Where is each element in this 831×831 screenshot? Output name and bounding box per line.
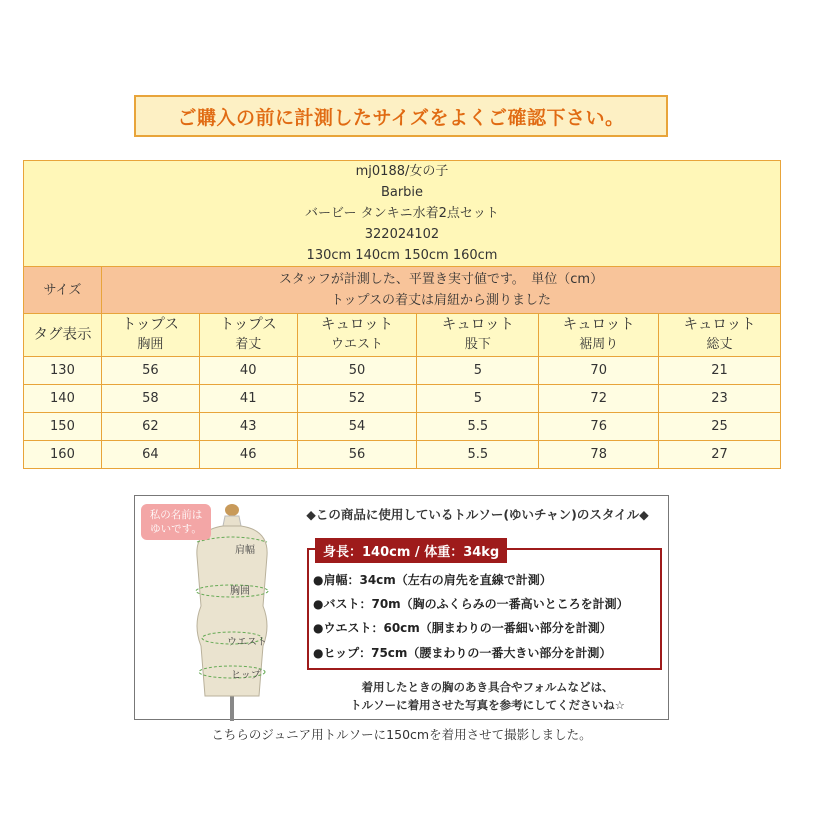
column-header: トップス 胸囲 (101, 314, 199, 357)
spec-hip: ●ヒップ：75cm（腰まわりの一番大きい部分を計測） (313, 646, 612, 660)
table-cell: 43 (199, 413, 297, 441)
tag-label: タグ表示 (24, 314, 102, 357)
spec-waist: ●ウエスト：60cm（胴まわりの一番細い部分を計測） (313, 621, 612, 635)
shoulder-label: 肩幅 (235, 545, 255, 556)
table-cell: 5.5 (417, 441, 539, 469)
note-line-2: トップスの着丈は肩紐から測りました (330, 293, 551, 308)
product-info-row (24, 161, 781, 267)
table-row (24, 385, 781, 413)
torso-note-line-1: 着用したときの胸のあき具合やフォルムなどは、 (361, 680, 614, 694)
column-header: キュロット 総丈 (659, 314, 781, 357)
table-cell: 58 (101, 385, 199, 413)
waist-label: ウエスト (227, 637, 267, 648)
column-header: キュロット 裾周り (539, 314, 659, 357)
torso-style-title: ◆この商品に使用しているトルソー(ゆいチャン)のスタイル◆ (306, 507, 649, 522)
table-cell: 78 (539, 441, 659, 469)
column-header: キュロット 股下 (417, 314, 539, 357)
column-header: キュロット ウエスト (297, 314, 417, 357)
product-name: バービー タンキニ水着2点セット (305, 206, 499, 221)
table-cell: 5 (417, 385, 539, 413)
table-cell: 150 (24, 413, 102, 441)
table-cell: 56 (297, 441, 417, 469)
table-cell: 5 (417, 357, 539, 385)
table-cell: 5.5 (417, 413, 539, 441)
hip-label: ヒップ (231, 670, 261, 681)
spec-bust: ●バスト：70m（胸のふくらみの一番高いところを計測） (313, 597, 629, 611)
product-sizes: 130cm 140cm 150cm 160cm (306, 248, 498, 263)
table-cell: 62 (101, 413, 199, 441)
table-cell: 21 (659, 357, 781, 385)
size-table (23, 160, 781, 469)
notice-banner (134, 95, 668, 137)
table-cell: 70 (539, 357, 659, 385)
column-header: トップス 着丈 (199, 314, 297, 357)
torso-note-line-2: トルソーに着用させた写真を参考にしてくださいね☆ (350, 698, 625, 712)
table-cell: 27 (659, 441, 781, 469)
table-cell: 54 (297, 413, 417, 441)
table-cell: 25 (659, 413, 781, 441)
torso-name-bubble: 私の名前は ゆいです。 (141, 504, 211, 540)
table-cell: 130 (24, 357, 102, 385)
table-cell: 50 (297, 357, 417, 385)
table-cell: 64 (101, 441, 199, 469)
note-line-1: スタッフが計測した、平置き実寸値です。 単位（cm） (278, 272, 604, 287)
table-cell: 41 (199, 385, 297, 413)
table-cell: 56 (101, 357, 199, 385)
spec-shoulder: ●肩幅：34cm（左右の肩先を直線で計測） (313, 573, 552, 587)
table-cell: 52 (297, 385, 417, 413)
table-cell: 72 (539, 385, 659, 413)
product-number: 322024102 (364, 227, 440, 242)
table-row (24, 441, 781, 469)
chest-label: 胸囲 (230, 586, 250, 597)
notice-text: ご購入の前に計測したサイズをよくご確認下さい。 (177, 106, 625, 129)
product-brand: Barbie (380, 185, 424, 200)
table-cell: 140 (24, 385, 102, 413)
table-cell: 46 (199, 441, 297, 469)
height-weight: 身長：140cm / 体重：34kg (315, 538, 507, 563)
photo-caption: こちらのジュニア用トルソーに150cmを着用させて撮影しました。 (211, 727, 592, 742)
torso-info-panel (134, 495, 669, 720)
table-cell: 23 (659, 385, 781, 413)
table-cell: 160 (24, 441, 102, 469)
measurement-note-row (24, 267, 781, 314)
table-cell: 40 (199, 357, 297, 385)
table-row (24, 413, 781, 441)
product-code: mj0188/女の子 (355, 164, 449, 179)
size-label: サイズ (24, 267, 102, 314)
column-header-row (24, 314, 781, 357)
table-cell: 76 (539, 413, 659, 441)
table-row (24, 357, 781, 385)
